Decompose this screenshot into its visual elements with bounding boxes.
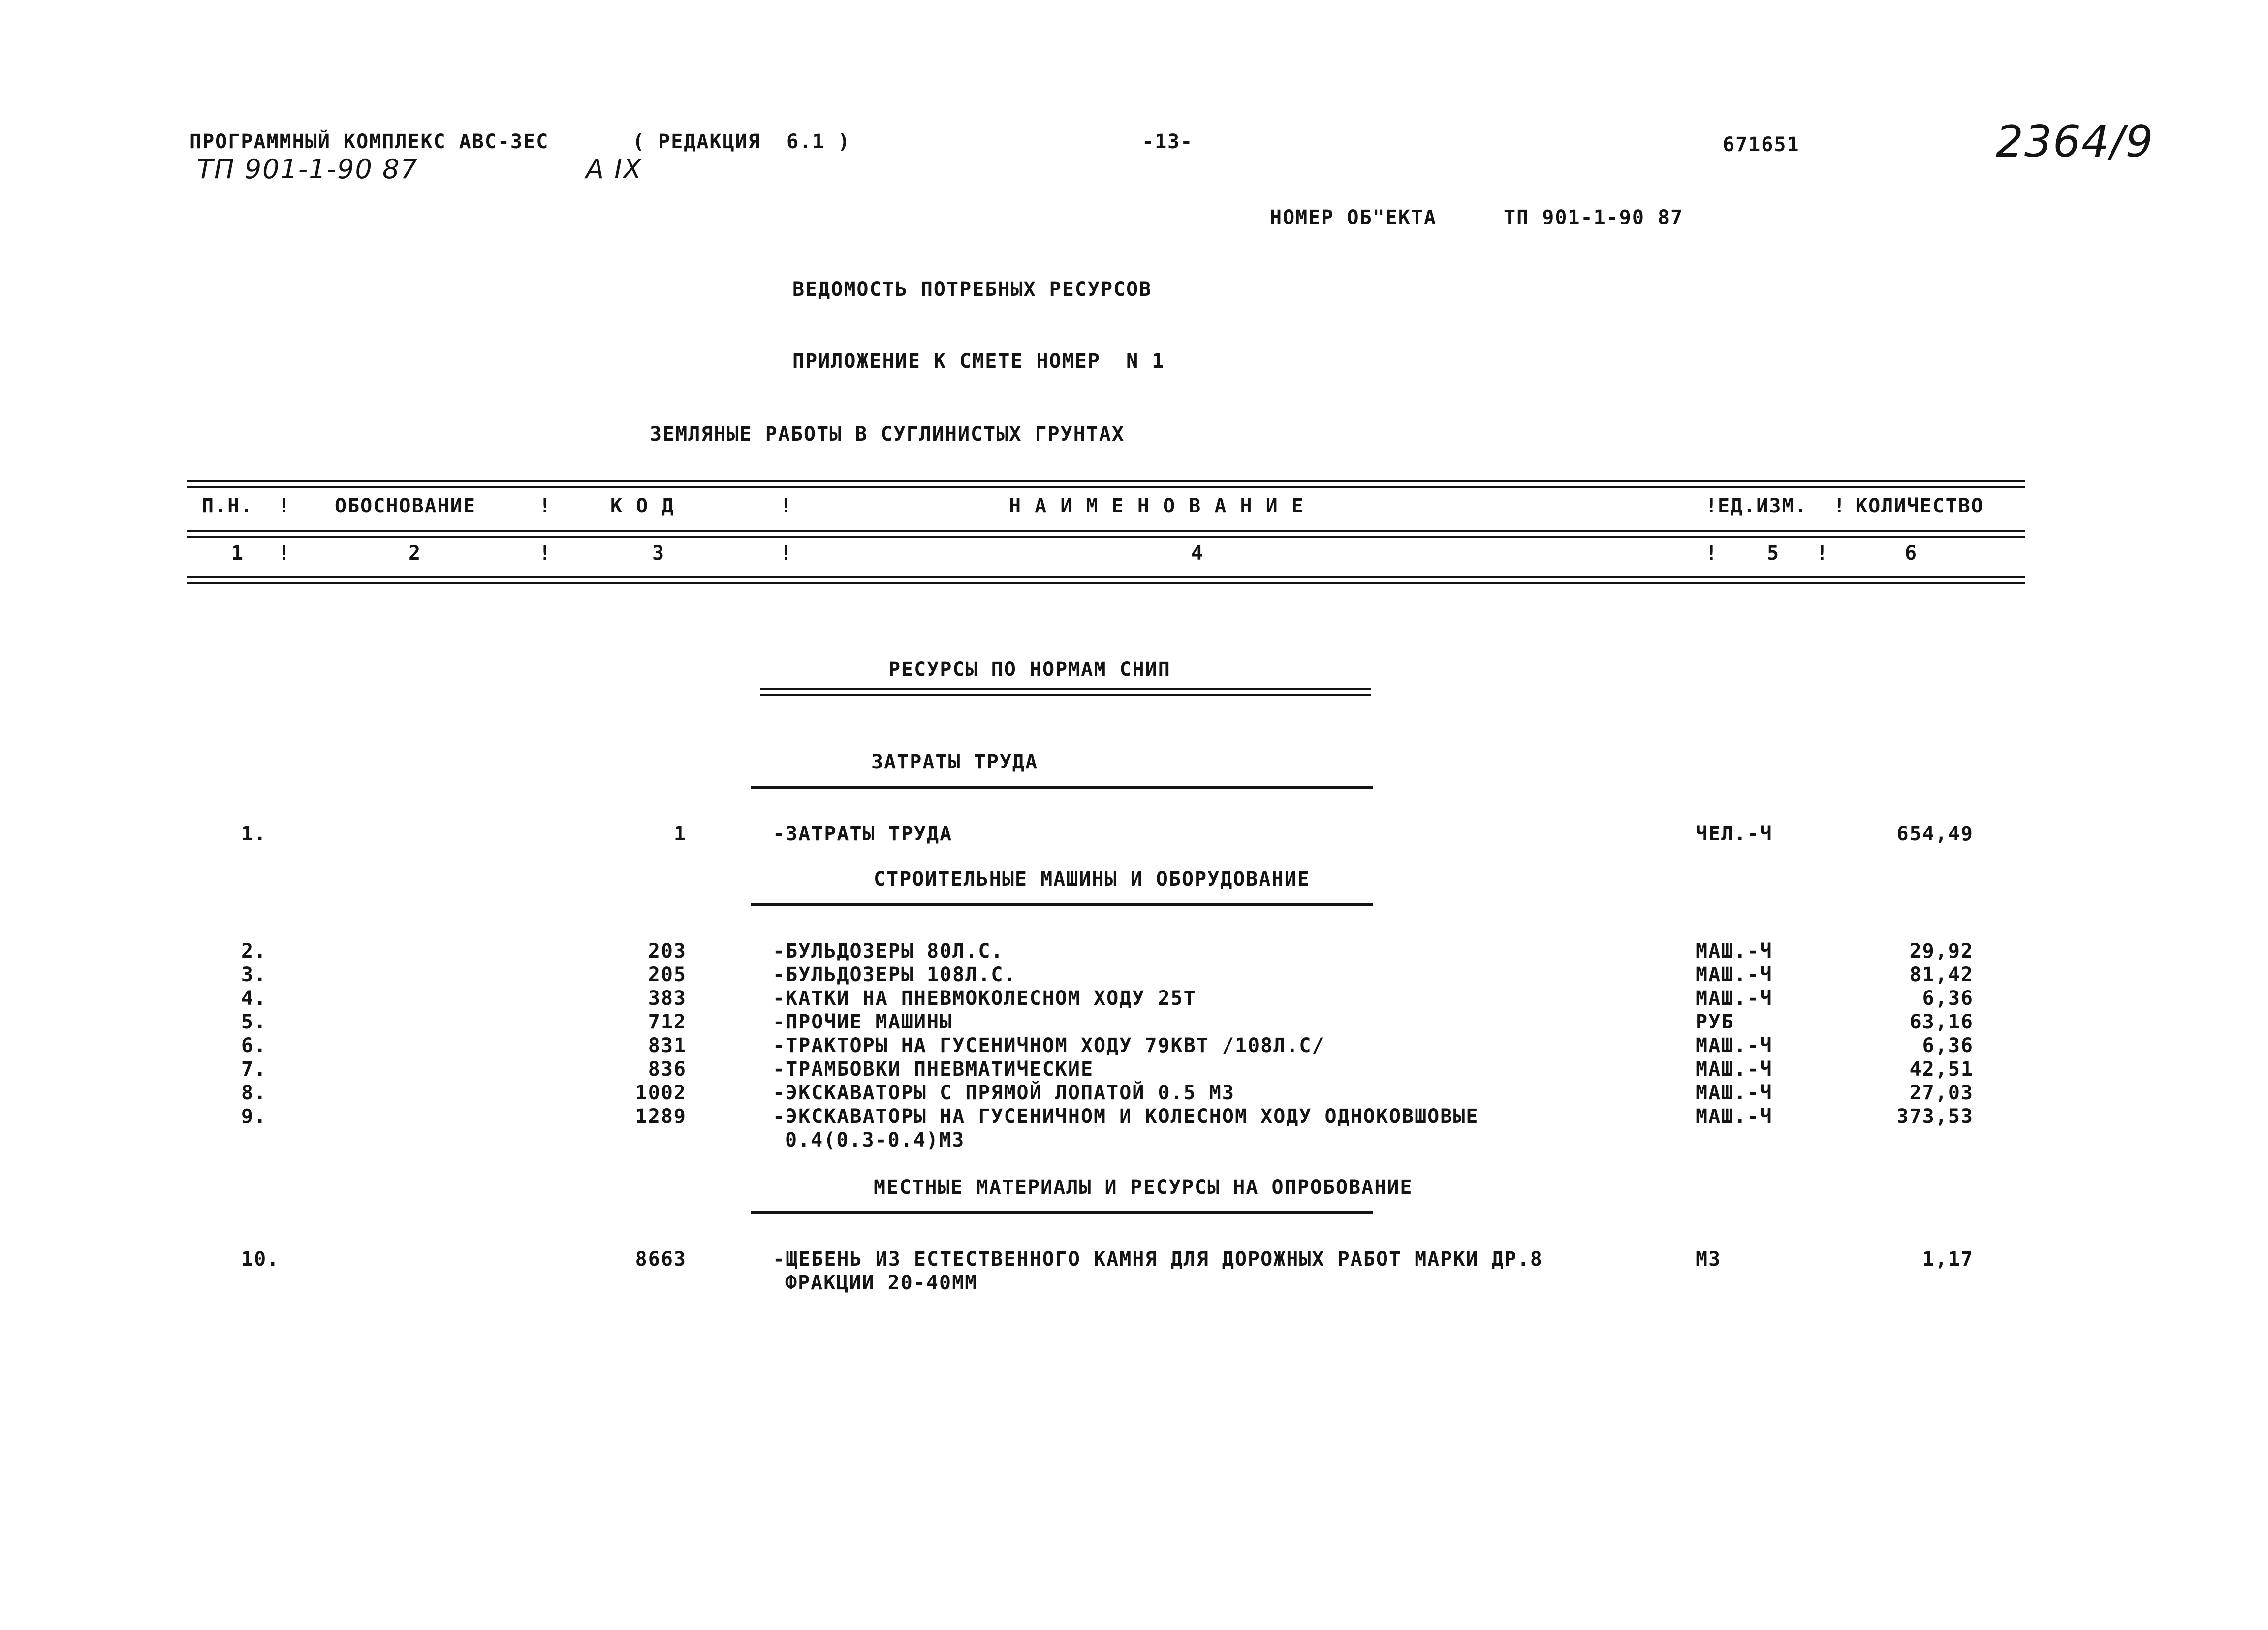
row-quantity: 6,36 [1922,987,1974,1010]
row-quantity: 29,92 [1909,940,1974,962]
row-unit: МАШ.-Ч [1696,940,1773,962]
row-quantity: 63,16 [1909,1011,1974,1033]
handwritten-project-ref: ТП 901-1-90 87 [197,154,418,185]
work-title: ЗЕМЛЯНЫЕ РАБОТЫ В СУГЛИНИСТЫХ ГРУНТАХ [650,423,1125,446]
row-name: -БУЛЬДОЗЕРЫ 108Л.С. [773,963,1017,986]
row-number: 1. [241,823,267,845]
row-number: 2. [241,940,267,962]
col-number-2: 2 [409,542,422,565]
page-stamp: 2364/9 [1996,116,2154,167]
row-unit: МАШ.-Ч [1696,1034,1773,1057]
statement-title: ВЕДОМОСТЬ ПОТРЕБНЫХ РЕСУРСОВ [792,278,1152,301]
page-number: -13- [1142,130,1194,153]
row-code: 205 [648,963,687,986]
col-number-4: 4 [1191,542,1204,565]
object-number-value: ТП 901-1-90 87 [1504,206,1684,229]
col-separator: ! [278,495,291,517]
object-number-label: НОМЕР ОБ"ЕКТА [1270,206,1437,229]
col-header-name: Н А И М Е Н О В А Н И Е [1009,495,1304,517]
row-name: -ТРАКТОРЫ НА ГУСЕНИЧНОМ ХОДУ 79КВТ /108Л.С/ [773,1034,1325,1057]
col-separator: ! [780,542,793,565]
row-name: -ЭКСКАВАТОРЫ НА ГУСЕНИЧНОМ И КОЛЕСНОМ ХОДУ ОДНОКОВШОВЫЕ [773,1105,1479,1128]
section-labor-title: ЗАТРАТЫ ТРУДА [871,751,1039,773]
section-norms-rule [760,688,1371,696]
program-name: ПРОГРАММНЫЙ КОМПЛЕКС АВС-ЗЕС [189,130,549,153]
section-machines-rule [751,903,1373,906]
col-separator: ! [1705,542,1719,565]
row-quantity: 654,49 [1896,823,1974,845]
row-quantity: 373,53 [1896,1105,1974,1128]
col-separator: ! [539,495,552,517]
row-name-continuation: 0.4(0.3-0.4)М3 [785,1129,965,1151]
table-bottom-rule [187,576,2025,584]
row-number: 6. [241,1034,267,1057]
row-code: 8663 [635,1248,687,1271]
col-header-unit: ЕД.ИЗМ. [1718,495,1808,517]
row-number: 8. [241,1082,267,1104]
row-code: 1 [673,823,687,845]
section-machines-title: СТРОИТЕЛЬНЫЕ МАШИНЫ И ОБОРУДОВАНИЕ [874,868,1310,891]
row-unit: РУБ [1696,1011,1734,1033]
appendix-title: ПРИЛОЖЕНИЕ К СМЕТЕ НОМЕР N 1 [792,350,1165,373]
row-name: -ЗАТРАТЫ ТРУДА [773,823,953,845]
row-unit: МАШ.-Ч [1696,963,1773,986]
row-name: -КАТКИ НА ПНЕВМОКОЛЕСНОМ ХОДУ 25Т [773,987,1197,1010]
row-number: 5. [241,1011,267,1033]
row-number: 7. [241,1058,267,1081]
section-materials-title: МЕСТНЫЕ МАТЕРИАЛЫ И РЕСУРСЫ НА ОПРОБОВАНИЕ [874,1176,1413,1199]
handwritten-album-ref: А IX [586,154,643,185]
row-code: 383 [648,987,687,1010]
col-number-5: 5 [1767,542,1780,565]
col-header-basis: ОБОСНОВАНИЕ [335,495,476,517]
col-separator: ! [1833,495,1847,517]
section-norms-title: РЕСУРСЫ ПО НОРМАМ СНИП [888,658,1171,681]
row-number: 9. [241,1105,267,1128]
row-name-continuation: ФРАКЦИИ 20-40ММ [785,1272,978,1294]
row-unit: МАШ.-Ч [1696,1082,1773,1104]
row-number: 10. [241,1248,280,1271]
col-header-quantity: КОЛИЧЕСТВО [1856,495,1984,517]
edition-label: ( РЕДАКЦИЯ 6.1 ) [632,130,851,153]
table-top-rule [187,480,2025,488]
col-number-1: 1 [231,542,245,565]
row-code: 1002 [635,1082,687,1104]
row-code: 836 [648,1058,687,1081]
col-header-number: П.Н. [202,495,253,517]
row-code: 203 [648,940,687,962]
row-quantity: 1,17 [1922,1248,1974,1271]
col-separator: ! [1705,495,1719,517]
row-quantity: 6,36 [1922,1034,1974,1057]
row-name: -ТРАМБОВКИ ПНЕВМАТИЧЕСКИЕ [773,1058,1094,1081]
col-separator: ! [1816,542,1829,565]
row-unit: МАШ.-Ч [1696,1058,1773,1081]
row-unit: МАШ.-Ч [1696,1105,1773,1128]
col-separator: ! [780,495,793,517]
row-number: 3. [241,963,267,986]
table-header-rule [187,530,2025,538]
row-name: -ЭКСКАВАТОРЫ С ПРЯМОЙ ЛОПАТОЙ 0.5 М3 [773,1082,1235,1104]
row-name: -БУЛЬДОЗЕРЫ 80Л.С. [773,940,1004,962]
section-labor-rule [751,786,1373,789]
row-quantity: 27,03 [1909,1082,1974,1104]
row-code: 831 [648,1034,687,1057]
row-code: 712 [648,1011,687,1033]
col-separator: ! [539,542,552,565]
row-name: -ЩЕБЕНЬ ИЗ ЕСТЕСТВЕННОГО КАМНЯ ДЛЯ ДОРОЖНЫХ РАБОТ МАРКИ ДР.8 [773,1248,1543,1271]
col-header-code: К О Д [610,495,675,517]
row-quantity: 42,51 [1909,1058,1974,1081]
col-number-6: 6 [1905,542,1918,565]
row-unit: МАШ.-Ч [1696,987,1773,1010]
row-code: 1289 [635,1105,687,1128]
row-name: -ПРОЧИЕ МАШИНЫ [773,1011,953,1033]
row-unit: ЧЕЛ.-Ч [1696,823,1773,845]
document-code: 671651 [1723,133,1800,156]
col-number-3: 3 [652,542,665,565]
section-materials-rule [751,1211,1373,1214]
row-unit: М3 [1696,1248,1722,1271]
row-number: 4. [241,987,267,1010]
col-separator: ! [278,542,291,565]
row-quantity: 81,42 [1909,963,1974,986]
